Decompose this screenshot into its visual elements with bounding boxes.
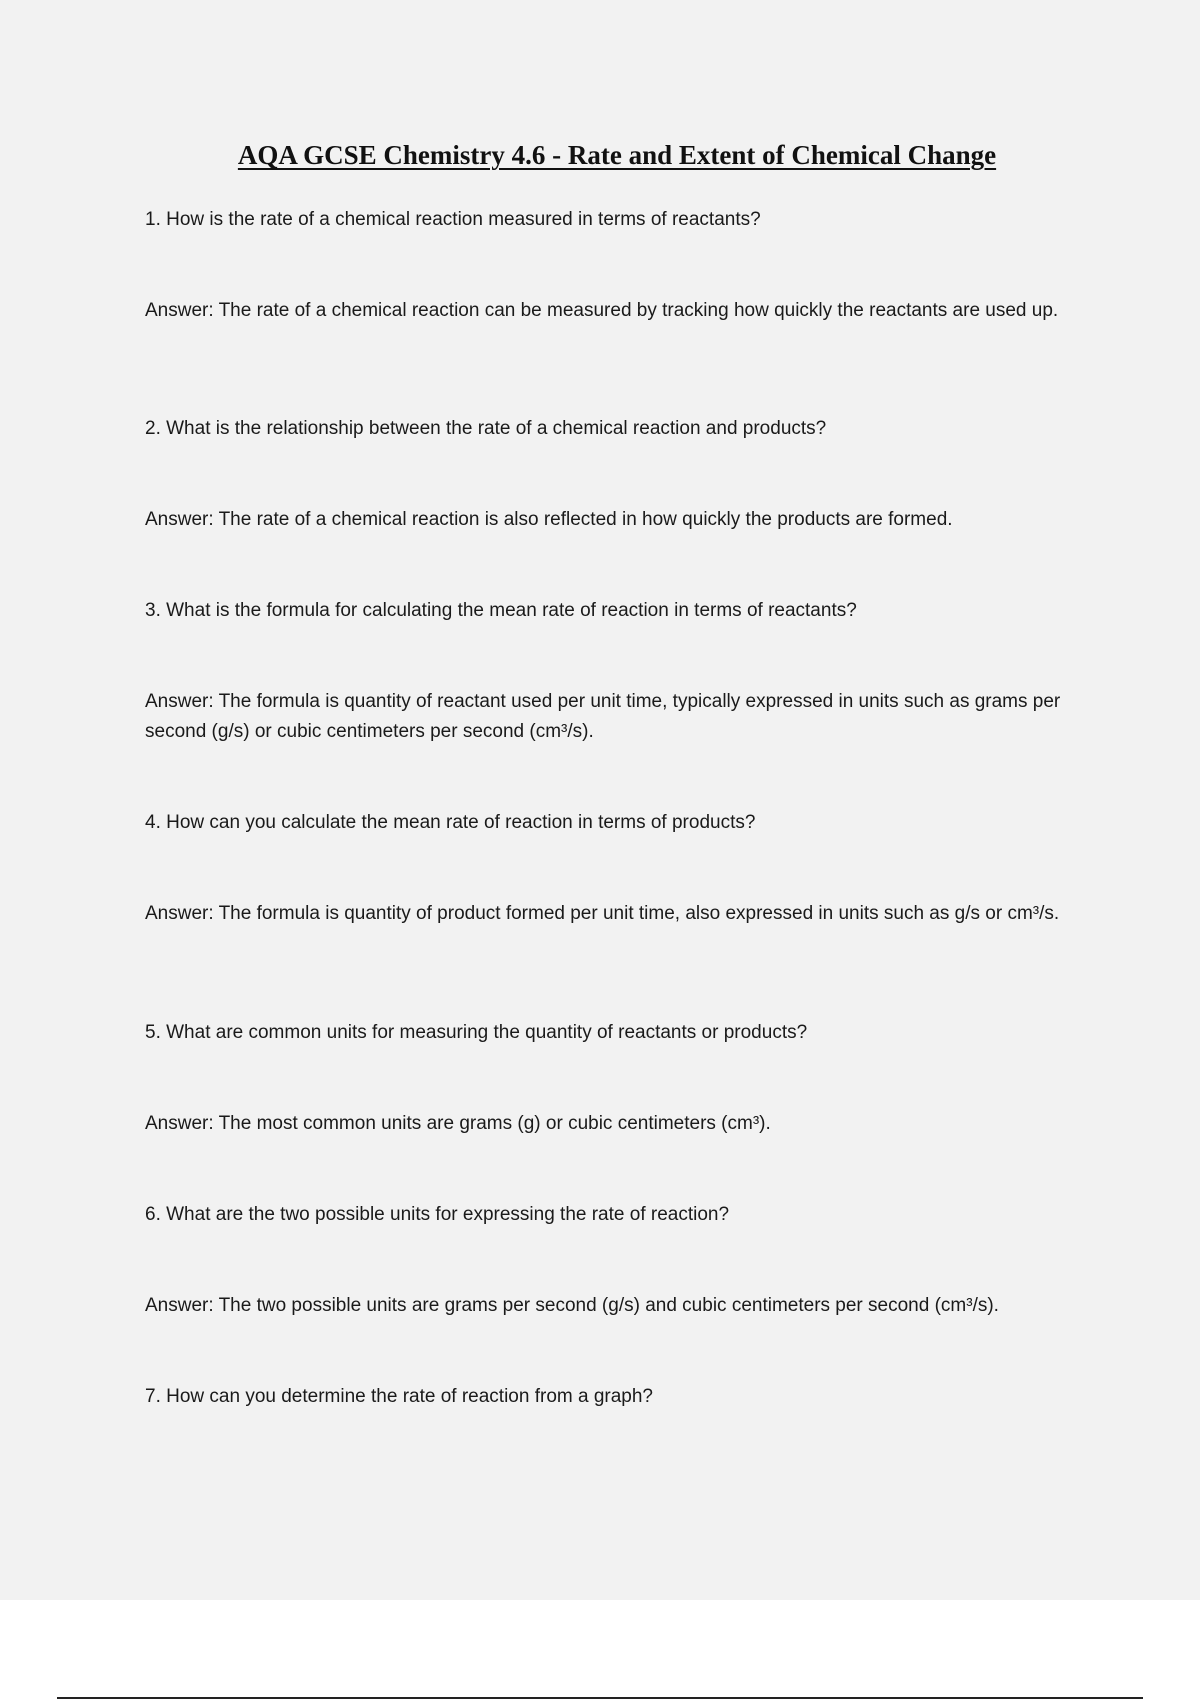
answer-1: Answer: The rate of a chemical reaction can be measured by tracking how quickly the reactants are used up. bbox=[145, 300, 1059, 321]
question-4: 4. How can you calculate the mean rate of reaction in terms of products? bbox=[145, 812, 756, 833]
footer-divider bbox=[57, 1697, 1143, 1699]
question-7: 7. How can you determine the rate of reaction from a graph? bbox=[145, 1386, 653, 1407]
answer-3: Answer: The formula is quantity of reactant used per unit time, typically expressed in units such as grams per second (g/s) or cubic centimeters per second (cm³/s). bbox=[145, 691, 1061, 742]
question-1: 1. How is the rate of a chemical reaction measured in terms of reactants? bbox=[145, 209, 761, 230]
question-6: 6. What are the two possible units for expressing the rate of reaction? bbox=[145, 1204, 730, 1225]
answer-5: Answer: The most common units are grams (g) or cubic centimeters (cm³). bbox=[145, 1113, 771, 1134]
answer-4: Answer: The formula is quantity of product formed per unit time, also expressed in units such as g/s or cm³/s. bbox=[145, 903, 1060, 924]
document-title bbox=[0, 140, 1200, 171]
document-title-text: AQA GCSE Chemistry 4.6 - Rate and Extent of Chemical Change bbox=[237, 140, 997, 170]
answer-2: Answer: The rate of a chemical reaction is also reflected in how quickly the products are formed. bbox=[145, 509, 953, 530]
question-5: 5. What are common units for measuring the quantity of reactants or products? bbox=[145, 1022, 808, 1043]
answer-6: Answer: The two possible units are grams per second (g/s) and cubic centimeters per second (cm³/s). bbox=[145, 1295, 999, 1316]
question-3: 3. What is the formula for calculating the mean rate of reaction in terms of reactants? bbox=[145, 600, 857, 621]
question-2: 2. What is the relationship between the rate of a chemical reaction and products? bbox=[145, 418, 827, 439]
